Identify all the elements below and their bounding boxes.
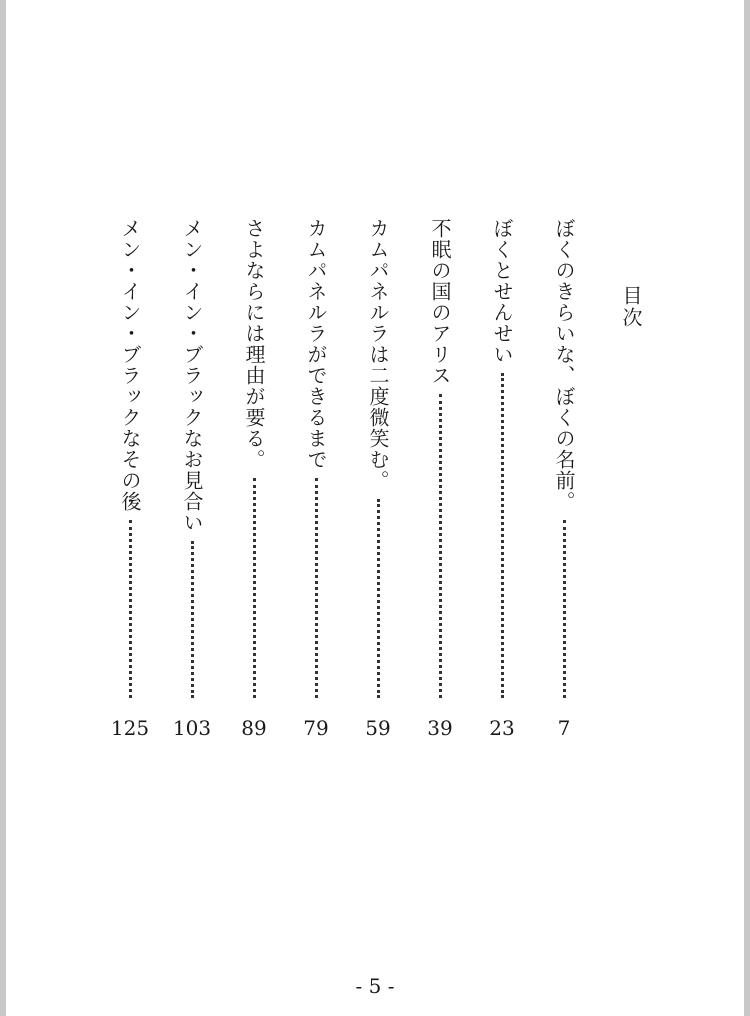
toc-entry-title: メン・イン・ブラックなその後	[118, 218, 142, 512]
page-number: - 5 -	[355, 974, 395, 998]
toc-entry[interactable]	[299, 218, 333, 698]
dotted-leader	[252, 478, 256, 698]
toc-entry-page: 23	[489, 716, 515, 740]
toc-entry-page: 89	[241, 716, 267, 740]
toc-entry-page: 79	[303, 716, 329, 740]
dotted-leader	[314, 478, 318, 698]
toc-entry-title: カムパネルラは二度微笑む。	[366, 218, 390, 491]
toc-entry-title: さよならには理由が要る。	[242, 218, 266, 470]
toc-entry[interactable]	[485, 218, 519, 698]
toc-entry-page: 59	[365, 716, 391, 740]
dotted-leader	[500, 373, 504, 698]
dotted-leader	[376, 499, 380, 698]
toc-heading: 目次	[619, 285, 643, 329]
book-page	[6, 0, 744, 1016]
toc-entry[interactable]	[547, 218, 581, 698]
toc-entry-title: カムパネルラができるまで	[304, 218, 328, 470]
toc-entry[interactable]	[361, 218, 395, 698]
toc-entry[interactable]	[237, 218, 271, 698]
toc-entry-title: ぼくのきらいな、ぼくの名前。	[552, 218, 576, 512]
toc-entry-page: 125	[110, 716, 150, 740]
toc-entry[interactable]	[423, 218, 457, 698]
dotted-leader	[128, 520, 132, 698]
dotted-leader	[438, 394, 442, 698]
dotted-leader	[562, 520, 566, 698]
toc-entry[interactable]	[175, 218, 209, 698]
toc-entry[interactable]	[113, 218, 147, 698]
toc-entry-page: 103	[172, 716, 212, 740]
toc-entry-title: ぼくとせんせい	[490, 218, 514, 365]
toc-entry-title: 不眠の国のアリス	[428, 218, 452, 386]
toc-entry-page: 7	[557, 716, 571, 740]
dotted-leader	[190, 541, 194, 698]
toc-entry-title: メン・イン・ブラックなお見合い	[180, 218, 204, 533]
toc-entry-page: 39	[427, 716, 453, 740]
